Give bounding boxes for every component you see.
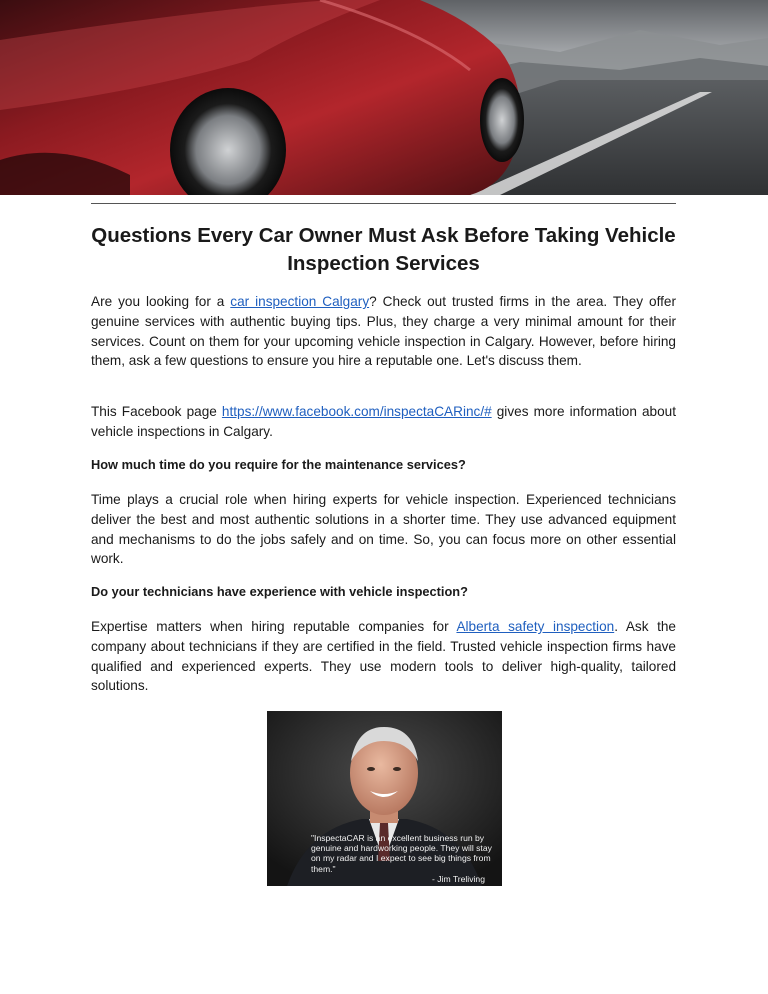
alberta-safety-inspection-link[interactable]: Alberta safety inspection: [456, 619, 615, 634]
intro-paragraph: [91, 292, 676, 371]
divider: [91, 203, 676, 204]
intro-text: Are you looking for a: [91, 294, 231, 309]
testimonial-quote: [311, 833, 497, 884]
maintenance-paragraph: Time plays a crucial role when hiring experts for vehicle inspection. Experienced technicians deliver the best and most authentic solutions in a shorter time. They use advanced equipment and mechanisms to do the jobs safely and on time. So, you can focus more on other essential work.: [91, 492, 676, 567]
car-inspection-calgary-link[interactable]: car inspection Calgary: [230, 294, 370, 309]
testimonial-image: [267, 711, 502, 886]
experience-text: Expertise matters when hiring reputable companies for: [91, 619, 457, 634]
car-road-illustration: [0, 0, 768, 195]
quote-text: "InspectaCAR is an excellent business run by genuine and hardworking people. They will stay on my radar and I expect to see big things from them.": [311, 833, 492, 874]
facebook-text: This Facebook page: [91, 404, 222, 419]
experience-text-rest: . Ask the company about technicians if they are certified in the field. Trusted vehicle inspection firms have qualified and experienced experts. They use modern tools to deliver high-quality, tailored solutions.: [91, 619, 676, 694]
intro-text-rest: ? Check out trusted firms in the area. They offer genuine services with authentic buying tips. Plus, they charge a very minimal amount for their services. Count on them for your upcoming vehicle inspection in Calgary. However, before hiring them, ask a few questions to ensure you hire a reputable one. Let's discuss them.: [91, 294, 676, 369]
hero-car-image: [0, 0, 768, 195]
section-heading-experience: Do your technicians have experience with vehicle inspection?: [91, 584, 468, 599]
experience-paragraph: [91, 617, 676, 696]
article-title: Questions Every Car Owner Must Ask Before Taking Vehicle Inspection Services: [91, 224, 676, 275]
facebook-link[interactable]: https://www.facebook.com/inspectaCARinc/#: [221, 404, 492, 419]
quote-author: - Jim Treliving: [431, 873, 485, 884]
section-heading-maintenance: How much time do you require for the maintenance services?: [91, 457, 466, 472]
facebook-paragraph: [91, 402, 676, 442]
facebook-text-rest: gives more information about vehicle inspections in Calgary.: [91, 404, 677, 439]
